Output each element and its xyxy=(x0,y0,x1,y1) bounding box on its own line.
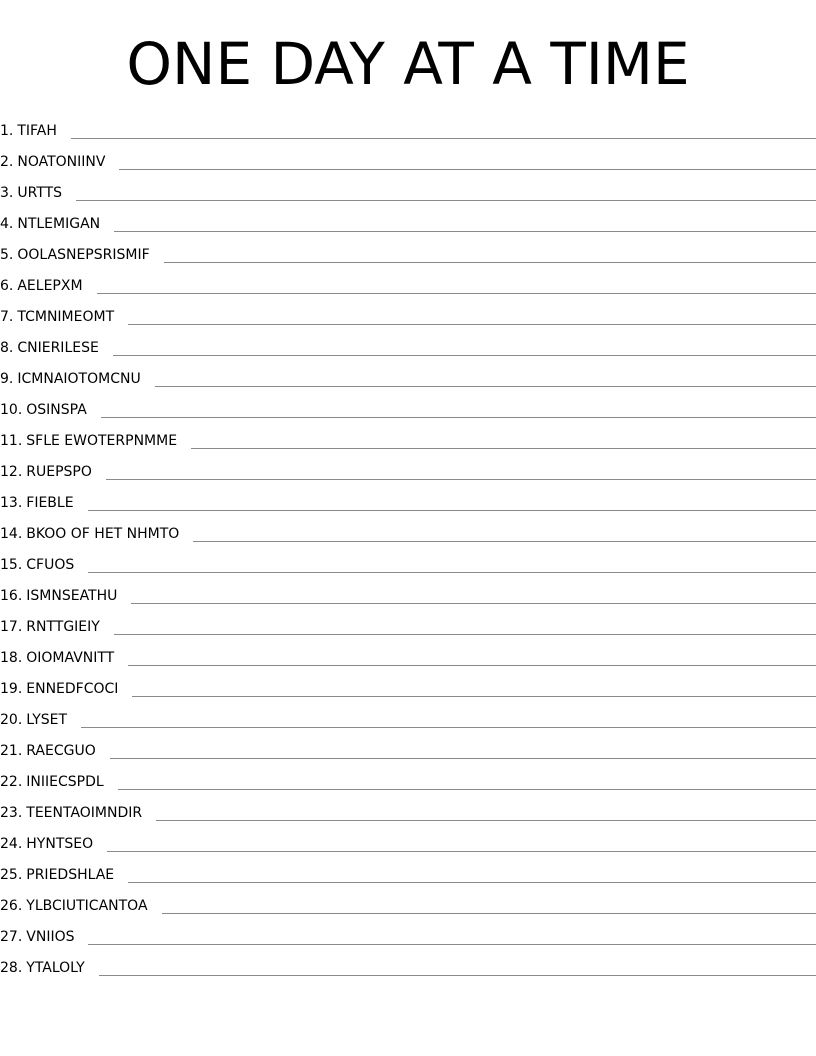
word-row xyxy=(0,420,816,451)
scrambled-word-label xyxy=(0,710,81,730)
word-row xyxy=(0,916,816,947)
scrambled-word: LYSET xyxy=(26,712,68,728)
scrambled-word-label xyxy=(0,369,155,389)
answer-line xyxy=(106,479,816,480)
word-row xyxy=(0,544,816,575)
scrambled-word: OOLASNEPSRISMIF xyxy=(17,247,150,263)
scrambled-word-label xyxy=(0,648,128,668)
scrambled-word-label xyxy=(0,927,88,947)
scrambled-word-label xyxy=(0,741,110,761)
item-number: 5. xyxy=(0,247,14,263)
answer-line xyxy=(131,603,816,604)
answer-line xyxy=(88,510,816,511)
item-number: 17. xyxy=(0,619,23,635)
answer-line xyxy=(81,727,816,728)
scrambled-word-label xyxy=(0,493,88,513)
answer-line xyxy=(107,851,816,852)
item-number: 1. xyxy=(0,123,14,139)
word-row xyxy=(0,668,816,699)
scrambled-word-label xyxy=(0,152,119,172)
scrambled-word-label xyxy=(0,307,128,327)
item-number: 26. xyxy=(0,898,23,914)
answer-line xyxy=(119,169,816,170)
scrambled-word: CFUOS xyxy=(26,557,75,573)
answer-line xyxy=(71,138,816,139)
word-row xyxy=(0,172,816,203)
word-row xyxy=(0,575,816,606)
item-number: 19. xyxy=(0,681,23,697)
scrambled-word: YTALOLY xyxy=(26,960,85,976)
item-number: 28. xyxy=(0,960,23,976)
word-row xyxy=(0,885,816,916)
answer-line xyxy=(128,324,816,325)
scrambled-word-label xyxy=(0,462,106,482)
answer-line xyxy=(162,913,816,914)
answer-line xyxy=(128,882,816,883)
scrambled-word-label xyxy=(0,431,191,451)
scrambled-word: TEENTAOIMNDIR xyxy=(26,805,143,821)
item-number: 15. xyxy=(0,557,23,573)
answer-line xyxy=(164,262,816,263)
scrambled-word-label xyxy=(0,121,71,141)
scrambled-word: OIOMAVNITT xyxy=(26,650,115,666)
answer-line xyxy=(88,944,816,945)
scrambled-word: ICMNAIOTOMCNU xyxy=(17,371,141,387)
scrambled-word: CNIERILESE xyxy=(17,340,99,356)
item-number: 12. xyxy=(0,464,23,480)
scrambled-word-label xyxy=(0,245,164,265)
scrambled-word: OSINSPA xyxy=(26,402,87,418)
scrambled-word: ISMNSEATHU xyxy=(26,588,118,604)
scrambled-word-label xyxy=(0,834,107,854)
answer-line xyxy=(132,696,816,697)
scrambled-word: RUEPSPO xyxy=(26,464,92,480)
answer-line xyxy=(128,665,816,666)
word-row xyxy=(0,451,816,482)
item-number: 24. xyxy=(0,836,23,852)
scrambled-word-label xyxy=(0,772,118,792)
scrambled-word: ENNEDFCOCI xyxy=(26,681,119,697)
word-row xyxy=(0,482,816,513)
answer-line xyxy=(155,386,816,387)
item-number: 23. xyxy=(0,805,23,821)
item-number: 3. xyxy=(0,185,14,201)
answer-line xyxy=(97,293,816,294)
scrambled-word-label xyxy=(0,958,99,978)
item-number: 25. xyxy=(0,867,23,883)
scrambled-word-label xyxy=(0,555,88,575)
item-number: 21. xyxy=(0,743,23,759)
item-number: 8. xyxy=(0,340,14,356)
answer-line xyxy=(99,975,816,976)
word-row xyxy=(0,141,816,172)
answer-line xyxy=(76,200,816,201)
scrambled-word: FIEBLE xyxy=(26,495,74,511)
word-row xyxy=(0,327,816,358)
scrambled-word: NTLEMIGAN xyxy=(17,216,101,232)
scrambled-word-label xyxy=(0,586,131,606)
scrambled-word: SFLE EWOTERPNMME xyxy=(26,433,178,449)
word-row xyxy=(0,358,816,389)
scrambled-word-label xyxy=(0,183,76,203)
scrambled-word-label xyxy=(0,400,101,420)
word-row xyxy=(0,637,816,668)
scrambled-word-label xyxy=(0,276,97,296)
word-row xyxy=(0,854,816,885)
item-number: 7. xyxy=(0,309,14,325)
word-row xyxy=(0,792,816,823)
item-number: 2. xyxy=(0,154,14,170)
word-row xyxy=(0,389,816,420)
scrambled-word-label xyxy=(0,338,113,358)
word-row xyxy=(0,730,816,761)
scrambled-word: HYNTSEO xyxy=(26,836,94,852)
scrambled-word: RNTTGIEIY xyxy=(26,619,100,635)
answer-line xyxy=(113,355,816,356)
scrambled-word-label xyxy=(0,617,114,637)
answer-line xyxy=(193,541,816,542)
scrambled-word: YLBCIUTICANTOA xyxy=(26,898,148,914)
item-number: 18. xyxy=(0,650,23,666)
scramble-word-list xyxy=(0,110,816,978)
word-row xyxy=(0,823,816,854)
item-number: 9. xyxy=(0,371,14,387)
item-number: 6. xyxy=(0,278,14,294)
item-number: 22. xyxy=(0,774,23,790)
item-number: 11. xyxy=(0,433,23,449)
scrambled-word-label xyxy=(0,865,128,885)
scrambled-word: TCMNIMEOMT xyxy=(17,309,115,325)
answer-line xyxy=(101,417,816,418)
scrambled-word-label xyxy=(0,679,132,699)
scrambled-word: INIIECSPDL xyxy=(26,774,104,790)
scrambled-word: RAECGUO xyxy=(26,743,96,759)
word-row xyxy=(0,761,816,792)
scrambled-word-label xyxy=(0,214,114,234)
item-number: 27. xyxy=(0,929,23,945)
scrambled-word: URTTS xyxy=(17,185,63,201)
word-row xyxy=(0,699,816,730)
scrambled-word: VNIIOS xyxy=(26,929,75,945)
word-row xyxy=(0,234,816,265)
word-row xyxy=(0,296,816,327)
scrambled-word: NOATONIINV xyxy=(17,154,106,170)
word-row xyxy=(0,513,816,544)
scrambled-word-label xyxy=(0,803,156,823)
answer-line xyxy=(191,448,816,449)
word-row xyxy=(0,606,816,637)
item-number: 14. xyxy=(0,526,23,542)
word-row xyxy=(0,203,816,234)
answer-line xyxy=(118,789,816,790)
word-row xyxy=(0,947,816,978)
item-number: 10. xyxy=(0,402,23,418)
item-number: 16. xyxy=(0,588,23,604)
answer-line xyxy=(156,820,816,821)
scrambled-word: PRIEDSHLAE xyxy=(26,867,115,883)
answer-line xyxy=(110,758,816,759)
item-number: 20. xyxy=(0,712,23,728)
scrambled-word-label xyxy=(0,524,193,544)
answer-line xyxy=(114,231,816,232)
answer-line xyxy=(88,572,816,573)
word-row xyxy=(0,110,816,141)
scrambled-word-label xyxy=(0,896,162,916)
scrambled-word: BKOO OF HET NHMTO xyxy=(26,526,180,542)
item-number: 13. xyxy=(0,495,23,511)
page-title: ONE DAY AT A TIME xyxy=(126,30,690,98)
word-row xyxy=(0,265,816,296)
answer-line xyxy=(114,634,816,635)
scrambled-word: TIFAH xyxy=(17,123,57,139)
item-number: 4. xyxy=(0,216,14,232)
scrambled-word: AELEPXM xyxy=(17,278,83,294)
